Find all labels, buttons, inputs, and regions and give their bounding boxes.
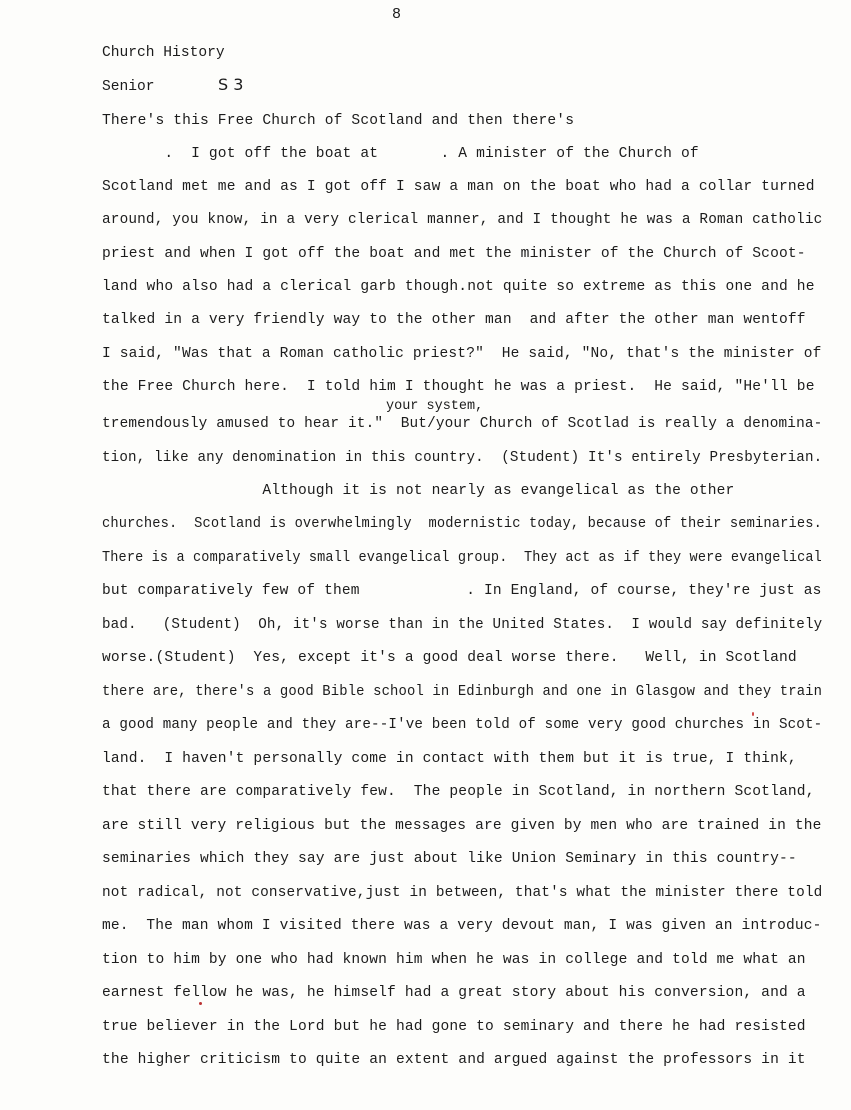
text-line: that there are comparatively few. The people in Scotland, in northern Scotland, xyxy=(102,784,815,800)
text-line: talked in a very friendly way to the other man and after the other man wentoff xyxy=(102,312,806,328)
text-line: worse.(Student) Yes, except it's a good deal worse there. Well, in Scotland xyxy=(102,650,797,666)
text-line: land who also had a clerical garb though.not quite so extreme as this one and he xyxy=(102,279,815,295)
text-line: tremendously amused to hear it." But/your Church of Scotlad is really a denomina- xyxy=(102,416,823,432)
level-label: Senior xyxy=(102,79,155,95)
ink-speck xyxy=(199,1002,202,1005)
text-line: tion, like any denomination in this country. (Student) It's entirely Presbyterian. xyxy=(102,450,823,466)
text-line: tion to him by one who had known him when he was in college and told me what an xyxy=(102,952,806,968)
text-line: bad. (Student) Oh, it's worse than in the United States. I would say definitely xyxy=(102,617,823,633)
text-line: . I got off the boat at . A minister of the Church of xyxy=(102,146,699,162)
text-line: seminaries which they say are just about like Union Seminary in this country-- xyxy=(102,851,797,867)
text-line: not radical, not conservative,just in between, that's what the minister there told xyxy=(102,885,823,901)
section-code: S 3 xyxy=(218,75,244,94)
course-title: Church History xyxy=(102,45,225,61)
ink-speck xyxy=(752,712,754,716)
text-line: true believer in the Lord but he had gone to seminary and there he had resisted xyxy=(102,1019,806,1035)
text-line: me. The man whom I visited there was a very devout man, I was given an introduc- xyxy=(102,918,822,934)
text-line: the higher criticism to quite an extent and argued against the professors in it xyxy=(102,1052,806,1068)
text-line: I said, "Was that a Roman catholic priest?" He said, "No, that's the minister of xyxy=(102,346,822,362)
text-line: There's this Free Church of Scotland and then there's xyxy=(102,113,575,129)
page-number: 8 xyxy=(392,6,402,23)
text-line: land. I haven't personally come in contact with them but it is true, I think, xyxy=(102,751,797,767)
text-line: There is a comparatively small evangelical group. They act as if they were evangelical xyxy=(102,550,822,566)
text-line: a good many people and they are--I've been told of some very good churches in Scot- xyxy=(102,717,823,733)
text-line: Although it is not nearly as evangelical as the other xyxy=(102,483,735,499)
text-line: around, you know, in a very clerical manner, and I thought he was a Roman catholic xyxy=(102,212,823,228)
text-line: Scotland met me and as I got off I saw a man on the boat who had a collar turned xyxy=(102,179,815,195)
text-line: are still very religious but the messages are given by men who are trained in the xyxy=(102,818,822,834)
text-line: churches. Scotland is overwhelmingly modernistic today, because of their seminaries. xyxy=(102,516,823,532)
interlinear-insertion: your system, xyxy=(386,399,484,414)
text-line: earnest fellow he was, he himself had a great story about his conversion, and a xyxy=(102,985,806,1001)
text-line: the Free Church here. I told him I thought he was a priest. He said, "He'll be xyxy=(102,379,815,395)
text-line: there are, there's a good Bible school in Edinburgh and one in Glasgow and they train xyxy=(102,684,823,700)
text-line: priest and when I got off the boat and met the minister of the Church of Scoot- xyxy=(102,246,806,262)
text-line: but comparatively few of them . In England, of course, they're just as xyxy=(102,583,822,599)
